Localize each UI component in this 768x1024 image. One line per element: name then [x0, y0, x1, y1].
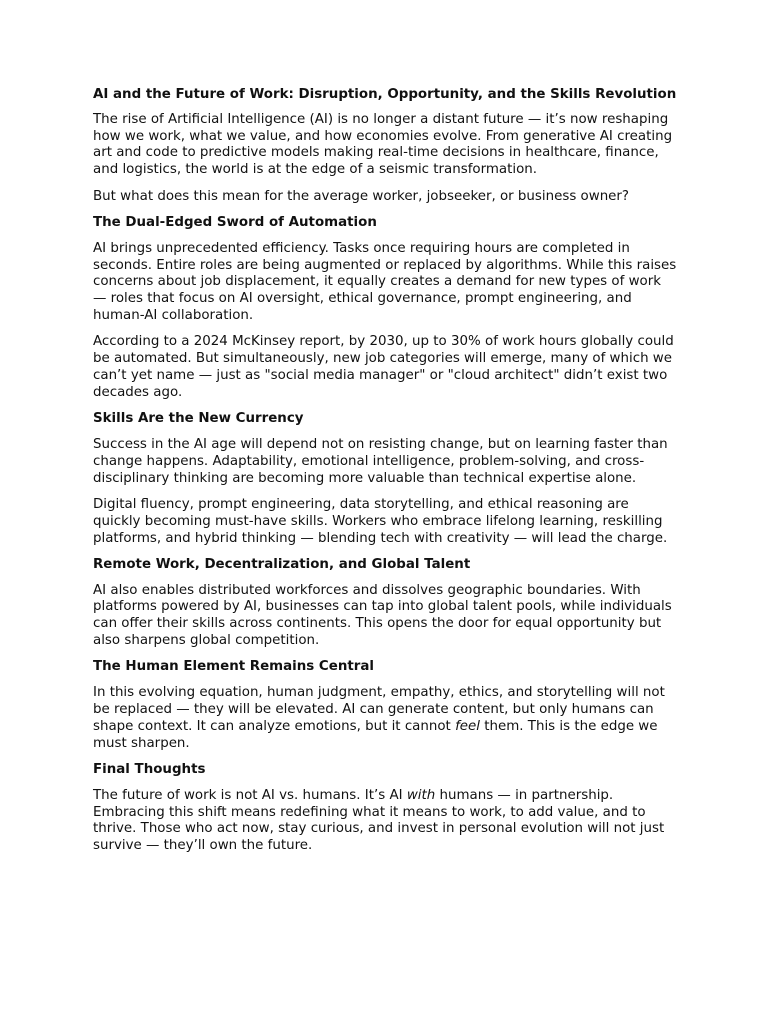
section-heading-automation: The Dual-Edged Sword of Automation — [93, 214, 377, 230]
final-thoughts-paragraph — [93, 788, 678, 855]
section-heading-remote-work: Remote Work, Decentralization, and Global Talent — [93, 556, 471, 572]
human-element-text-after: them. This is the edge we must sharpen. — [93, 718, 658, 751]
automation-paragraph-1: AI brings unprecedented efficiency. Tasks once requiring hours are completed in seconds. Entire roles are being augmented or replaced by algorithms. While this raises concerns about job displacement, it equally creates a demand for new types of work — roles that focus on AI oversight, ethical governance, prompt engineering, and human-AI collaboration. — [93, 240, 677, 323]
emphasis-with: with — [406, 787, 436, 803]
final-thoughts-text-after: humans — in partnership. Embracing this shift means redefining what it means to work, to add value, and to thrive. Those who act now, stay curious, and invest in personal evolution will not just survive — they’ll own the future. — [93, 787, 665, 854]
skills-paragraph-1: Success in the AI age will depend not on resisting change, but on learning faster than change happens. Adaptability, emotional intelligence, problem-solving, and cross-disciplinary thinking are becoming more valuable than technical expertise alone. — [93, 436, 668, 486]
human-element-text-before: In this evolving equation, human judgment, empathy, ethics, and storytelling will not be replaced — they will be elevated. AI can generate content, but only humans can shape context. It can analyze emotions, but it cannot — [93, 685, 665, 734]
skills-paragraph-2: Digital fluency, prompt engineering, data storytelling, and ethical reasoning are quickly becoming must-have skills. Workers who embrace lifelong learning, reskilling platforms, and hybrid thinking — blending tech with creativity — will lead the charge. — [93, 496, 668, 546]
section-heading-human-element: The Human Element Remains Central — [93, 659, 374, 675]
page-title: AI and the Future of Work: Disruption, Opportunity, and the Skills Revolution — [93, 87, 677, 102]
emphasis-feel: feel — [455, 718, 480, 734]
intro-paragraph: The rise of Artificial Intelligence (AI) is no longer a distant future — it’s now reshaping how we work, what we value, and how economies evolve. From generative AI creating art and code to predictive models making real-time decisions in healthcare, finance, and logistics, the world is at the edge of a seismic transformation. — [93, 111, 673, 178]
section-heading-final-thoughts: Final Thoughts — [93, 762, 206, 778]
human-element-paragraph — [93, 685, 678, 752]
final-thoughts-text-before: The future of work is not AI vs. humans. It’s AI — [93, 787, 407, 803]
automation-paragraph-2: According to a 2024 McKinsey report, by 2030, up to 30% of work hours globally could be automated. But simultaneously, new job categories will emerge, many of which we can’t yet name — just as "social media manager" or "cloud architect" didn’t exist two decades ago. — [93, 334, 674, 400]
section-heading-skills: Skills Are the New Currency — [93, 411, 304, 427]
remote-work-paragraph: AI also enables distributed workforces and dissolves geographic boundaries. With platforms powered by AI, businesses can tap into global talent pools, while individuals can offer their skills across continents. This opens the door for equal opportunity but also sharpens global competition. — [93, 582, 672, 649]
intro-question: But what does this mean for the average worker, jobseeker, or business owner? — [93, 188, 630, 204]
